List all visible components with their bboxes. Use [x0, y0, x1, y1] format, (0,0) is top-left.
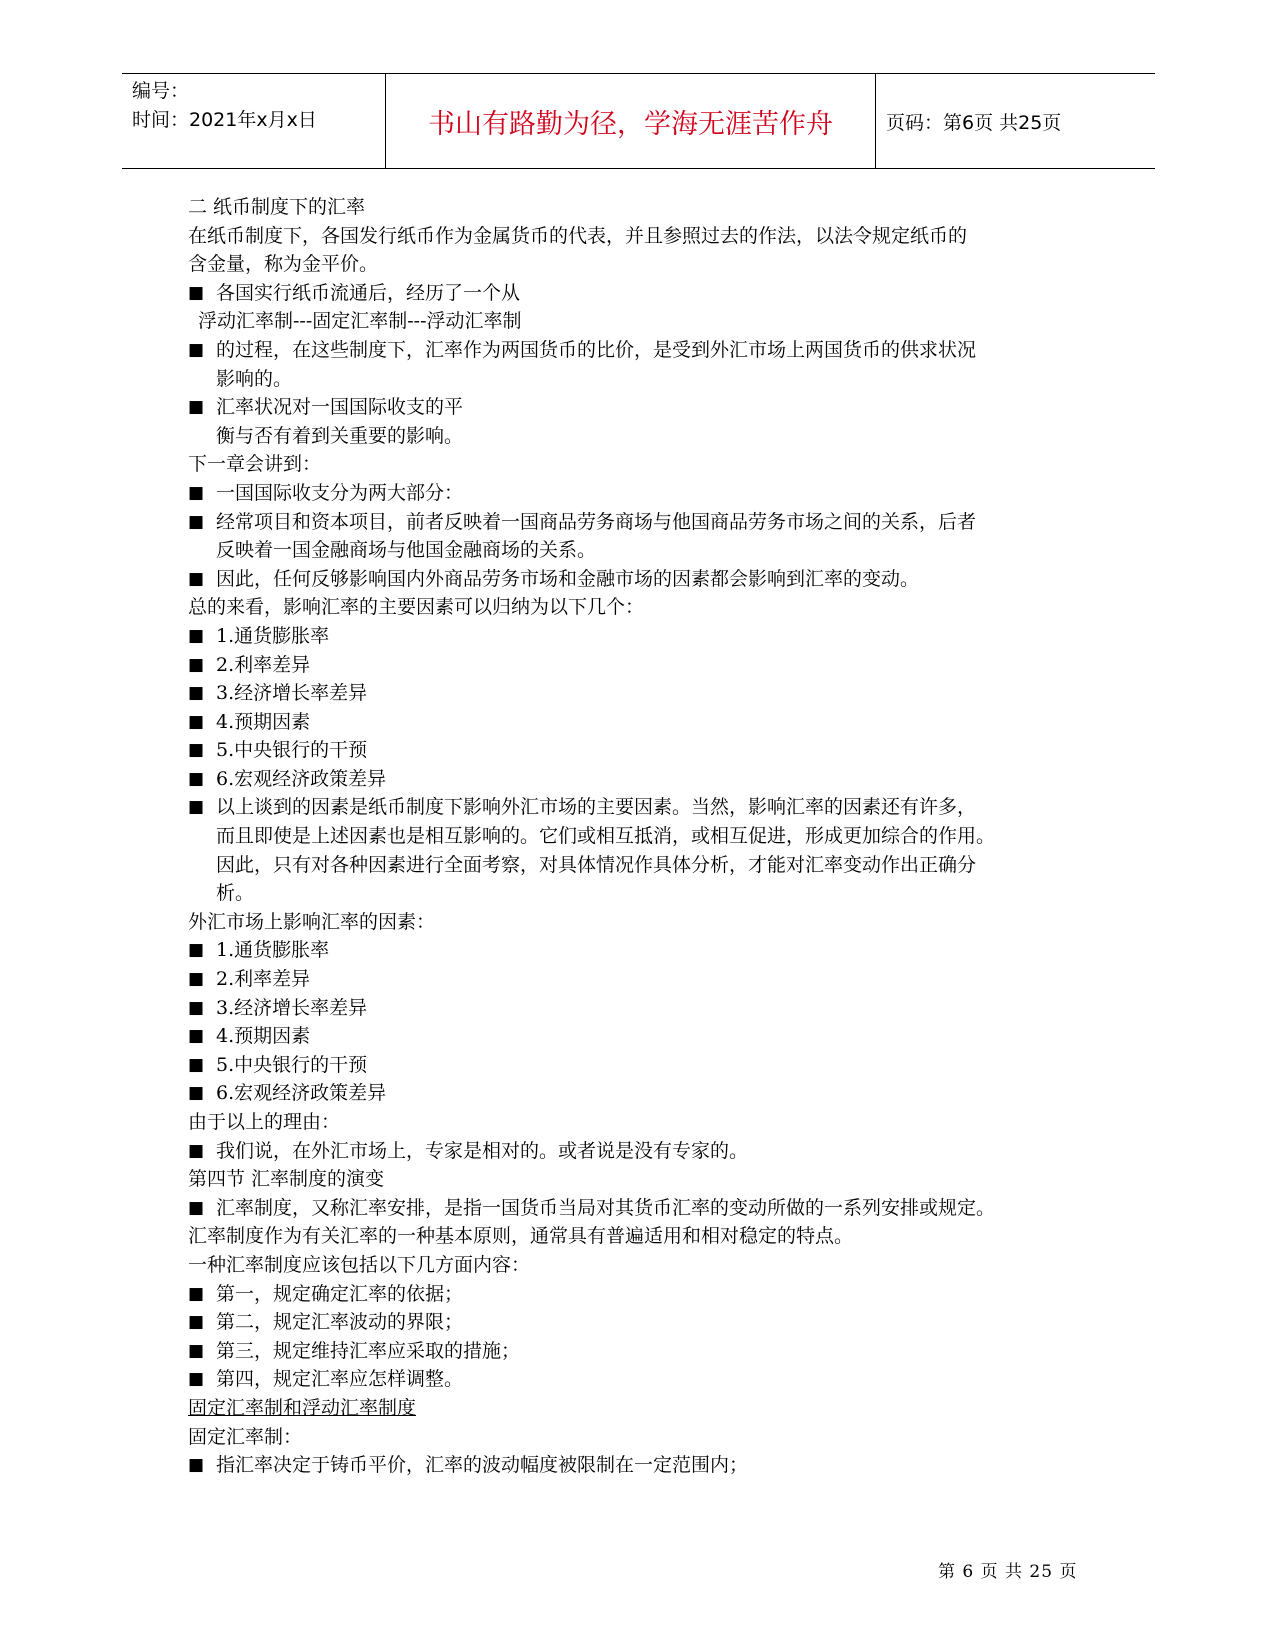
- bullet-square-icon: ■: [188, 1369, 205, 1390]
- bullet-text: 因此，任何反够影响国内外商品劳务市场和金融市场的因素都会影响到汇率的变动。: [216, 567, 920, 590]
- text-line: 固定汇率制：: [188, 1425, 303, 1448]
- bullet-text: 4.预期因素: [216, 710, 311, 733]
- bullet-continuation: 影响的。: [216, 367, 293, 390]
- bullet-item: [188, 1337, 1088, 1366]
- bullet-item: [188, 1194, 1088, 1223]
- bullet-text: 6.宏观经济政策差异: [216, 1082, 387, 1105]
- bullet-item: [188, 336, 1088, 365]
- bullet-item: [188, 279, 1088, 308]
- bullet-square-icon: ■: [188, 797, 205, 818]
- bullet-square-icon: ■: [188, 1197, 205, 1218]
- bullet-text: 的过程，在这些制度下，汇率作为两国货币的比价，是受到外汇市场上两国货币的供求状况: [216, 338, 977, 361]
- bullet-square-icon: ■: [188, 1026, 205, 1047]
- bullet-text: 第四，规定汇率应怎样调整。: [216, 1368, 464, 1391]
- bullet-square-icon: ■: [188, 339, 205, 360]
- bullet-square-icon: ■: [188, 940, 205, 961]
- text-line: 总的来看，影响汇率的主要因素可以归纳为以下几个：: [188, 596, 645, 619]
- bullet-text: 各国实行纸币流通后，经历了一个从: [216, 281, 521, 304]
- section-heading-underlined: 固定汇率制和浮动汇率制度: [188, 1396, 417, 1419]
- indented-line: 浮动汇率制---固定汇率制---浮动汇率制: [198, 310, 522, 333]
- bullet-item: [188, 1365, 1088, 1394]
- bullet-square-icon: ■: [188, 711, 205, 732]
- page-footer: 第 6 页 共 25 页: [938, 1562, 1078, 1582]
- bullet-item: [188, 765, 1088, 794]
- bullet-text: 5.中央银行的干预: [216, 739, 368, 762]
- text-line: 含金量，称为金平价。: [188, 253, 379, 276]
- bullet-text: 6.宏观经济政策差异: [216, 767, 387, 790]
- bullet-text: 经常项目和资本项目，前者反映着一国商品劳务商场与他国商品劳务市场之间的关系，后者: [216, 510, 977, 533]
- bullet-text: 3.经济增长率差异: [216, 996, 368, 1019]
- bullet-text: 5.中央银行的干预: [216, 1053, 368, 1076]
- bullet-text: 2.利率差异: [216, 968, 311, 991]
- bullet-square-icon: ■: [188, 1312, 205, 1333]
- text-line: 一种汇率制度应该包括以下几方面内容：: [188, 1253, 531, 1276]
- bullet-item: [188, 393, 1088, 422]
- bullet-item: [188, 936, 1088, 965]
- bullet-square-icon: ■: [188, 654, 205, 675]
- bullet-continuation: 析。: [216, 882, 255, 905]
- bullet-square-icon: ■: [188, 683, 205, 704]
- bullet-item: [188, 708, 1088, 737]
- bullet-square-icon: ■: [188, 1340, 205, 1361]
- bullet-item: [188, 1308, 1088, 1337]
- bullet-item: [188, 793, 1088, 822]
- document-body: [188, 193, 1088, 1480]
- bullet-item: [188, 679, 1088, 708]
- bullet-square-icon: ■: [188, 511, 205, 532]
- bullet-continuation: 而且即使是上述因素也是相互影响的。它们或相互抵消，或相互促进，形成更加综合的作用。: [216, 825, 996, 848]
- header-left-cell: [122, 74, 386, 168]
- document-number-label: 编号：: [132, 80, 190, 102]
- bullet-item: [188, 1280, 1088, 1309]
- text-line: 在纸币制度下，各国发行纸币作为金属货币的代表，并且参照过去的作法，以法令规定纸币的: [188, 224, 968, 247]
- bullet-square-icon: ■: [188, 1083, 205, 1104]
- bullet-square-icon: ■: [188, 1455, 205, 1476]
- bullet-text: 汇率状况对一国国际收支的平: [216, 396, 464, 419]
- bullet-item: [188, 479, 1088, 508]
- bullet-square-icon: ■: [188, 969, 205, 990]
- document-time-label: 时间：2021年x月x日: [132, 109, 317, 131]
- bullet-continuation: 因此，只有对各种因素进行全面考察，对具体情况作具体分析，才能对汇率变动作出正确分: [216, 853, 977, 876]
- bullet-square-icon: ■: [188, 1283, 205, 1304]
- bullet-item: [188, 1051, 1088, 1080]
- text-line: 由于以上的理由：: [188, 1111, 341, 1133]
- page-header: [122, 73, 1155, 169]
- text-line: 下一章会讲到：: [188, 453, 322, 476]
- bullet-item: [188, 1079, 1088, 1108]
- bullet-square-icon: ■: [188, 997, 205, 1018]
- bullet-square-icon: ■: [188, 568, 205, 589]
- header-motto: 书山有路勤为径，学海无涯苦作舟: [386, 74, 876, 168]
- bullet-item: [188, 565, 1088, 594]
- bullet-item: [188, 1137, 1088, 1166]
- bullet-text: 一国国际收支分为两大部分：: [216, 481, 464, 504]
- bullet-continuation: 衡与否有着到关重要的影响。: [216, 424, 464, 447]
- bullet-text: 第三，规定维持汇率应采取的措施；: [216, 1339, 521, 1362]
- bullet-item: [188, 622, 1088, 651]
- text-line: 二 纸币制度下的汇率: [188, 196, 366, 218]
- bullet-item: [188, 965, 1088, 994]
- bullet-square-icon: ■: [188, 625, 205, 646]
- bullet-item: [188, 1451, 1088, 1480]
- bullet-text: 第一，规定确定汇率的依据；: [216, 1282, 464, 1305]
- bullet-square-icon: ■: [188, 1140, 205, 1161]
- bullet-item: [188, 651, 1088, 680]
- bullet-item: [188, 736, 1088, 765]
- bullet-text: 1.通货膨胀率: [216, 624, 330, 647]
- bullet-square-icon: ■: [188, 1054, 205, 1075]
- bullet-continuation: 反映着一国金融商场与他国金融商场的关系。: [216, 539, 597, 562]
- bullet-square-icon: ■: [188, 282, 205, 303]
- text-line: 汇率制度作为有关汇率的一种基本原则，通常具有普遍适用和相对稳定的特点。: [188, 1225, 854, 1248]
- bullet-text: 4.预期因素: [216, 1025, 311, 1048]
- header-page-info: 页码：第6页 共25页: [886, 111, 1062, 134]
- bullet-square-icon: ■: [188, 740, 205, 761]
- bullet-square-icon: ■: [188, 768, 205, 789]
- bullet-item: [188, 1022, 1088, 1051]
- bullet-text: 汇率制度，又称汇率安排，是指一国货币当局对其货币汇率的变动所做的一系列安排或规定。: [216, 1196, 996, 1219]
- bullet-text: 以上谈到的因素是纸币制度下影响外汇市场的主要因素。当然，影响汇率的因素还有许多，: [216, 796, 977, 819]
- bullet-square-icon: ■: [188, 482, 205, 503]
- text-line: 外汇市场上影响汇率的因素：: [188, 910, 436, 933]
- bullet-text: 我们说，在外汇市场上，专家是相对的。或者说是没有专家的。: [216, 1139, 749, 1162]
- bullet-text: 第二，规定汇率波动的界限；: [216, 1311, 464, 1334]
- bullet-text: 指汇率决定于铸币平价，汇率的波动幅度被限制在一定范围内；: [216, 1454, 749, 1477]
- bullet-text: 3.经济增长率差异: [216, 682, 368, 705]
- bullet-square-icon: ■: [188, 397, 205, 418]
- bullet-item: [188, 994, 1088, 1023]
- text-line: 第四节 汇率制度的演变: [188, 1168, 385, 1191]
- bullet-text: 1.通货膨胀率: [216, 939, 330, 962]
- bullet-item: [188, 508, 1088, 537]
- bullet-text: 2.利率差异: [216, 653, 311, 676]
